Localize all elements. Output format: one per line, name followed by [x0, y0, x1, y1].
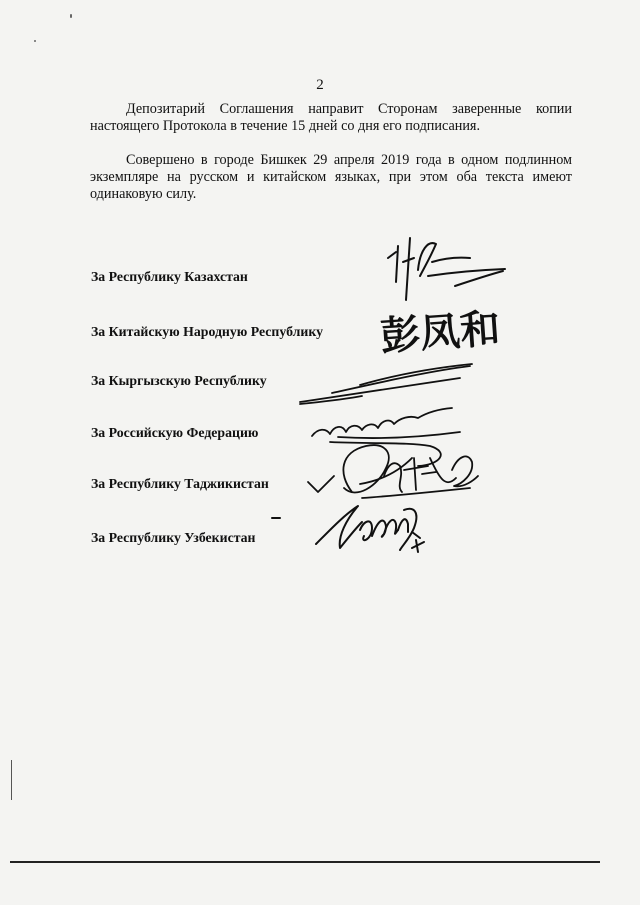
scan-edge-mark — [11, 760, 12, 800]
page-number: 2 — [316, 77, 324, 93]
signature-uzbekistan — [272, 506, 424, 552]
signatory-label-kyrgyzstan: За Кыргызскую Республику — [91, 373, 267, 388]
signature-kazakhstan — [388, 238, 505, 300]
page-bottom-rule — [10, 861, 600, 863]
signature-russia — [312, 408, 460, 466]
signatory-label-kazakhstan: За Республику Казахстан — [91, 269, 248, 284]
signatory-label-china: За Китайскую Народную Республику — [91, 324, 323, 339]
signature-kyrgyzstan — [300, 364, 472, 404]
signatory-label-russia: За Российскую Федерацию — [91, 425, 259, 440]
signature-china — [379, 306, 502, 360]
scan-speck — [34, 40, 36, 42]
paragraph-done-at: Совершено в городе Бишкек 29 апреля 2019 года в одном подлинном экземпляре на русском и китайском языках, при этом оба текста имеют одинаковую силу. — [90, 152, 572, 202]
signatory-label-uzbekistan: За Республику Узбекистан — [91, 530, 256, 545]
signature-tajikistan — [308, 445, 478, 498]
svg-text:彭凤和: 彭凤和 — [378, 305, 502, 361]
scan-speck — [70, 14, 72, 18]
paragraph-depositary: Депозитарий Соглашения направит Сторонам заверенные копии настоящего Протокола в течение 15 дней со дня его подписания. — [90, 101, 572, 134]
signatory-label-tajikistan: За Республику Таджикистан — [91, 476, 269, 491]
